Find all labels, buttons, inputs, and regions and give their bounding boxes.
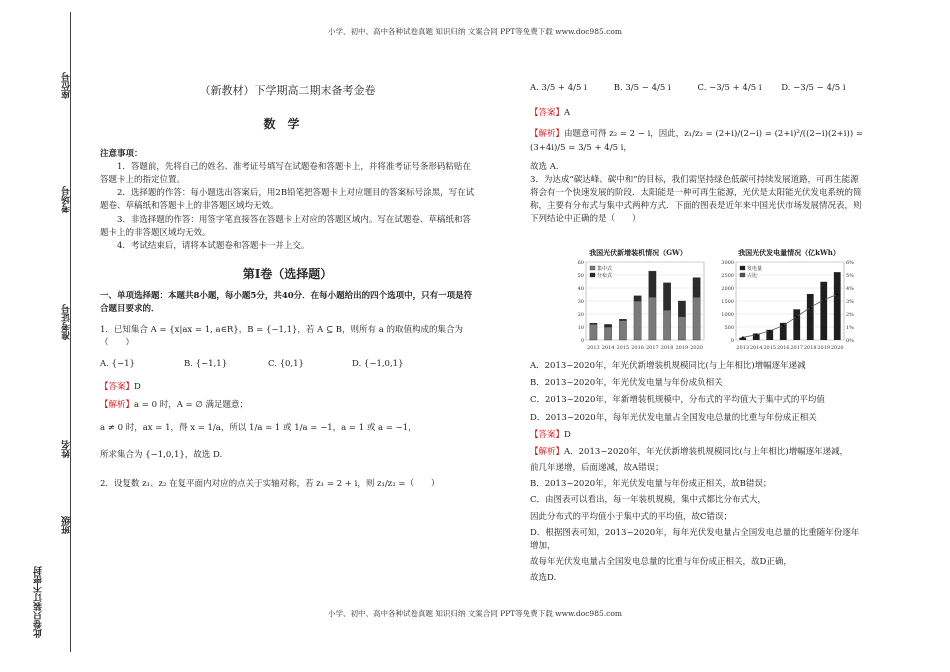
legend-swatch <box>590 266 595 270</box>
bar-集中式 <box>634 301 641 340</box>
bar-集中式 <box>663 310 670 340</box>
bar-发电量 <box>793 309 800 340</box>
note-1: 1．答题前，先将自己的姓名、准考证号填写在试题卷和答题卡上，并将准考证号条形码粘贴在答题卡上的指定位置。 <box>100 161 471 185</box>
point-占比 <box>742 336 744 338</box>
y-tick-label: 50 <box>577 273 584 279</box>
chart1-title: 我国光伏新增装机情况（GW） <box>589 248 687 257</box>
y2-tick-label: 4% <box>846 286 854 292</box>
bar-集中式 <box>649 297 656 340</box>
point-占比 <box>755 334 757 336</box>
question-2: 2．设复数 z₁、z₂ 在复平面内对应的点关于实轴对称，若 z₁ = 2 + i，则 z₁/z₂ =（ ） <box>100 479 440 490</box>
question-1-options <box>100 358 475 371</box>
chart2-svg <box>718 258 860 352</box>
y2-tick-label: 2% <box>846 312 854 318</box>
y-tick-label: 10 <box>577 325 584 331</box>
q1-explanation-2: a ≠ 0 时，ax = 1，得 x = 1/a，所以 1/a = 1 或 1/a = −1，a = 1 或 a = −1， <box>100 422 417 433</box>
y2-tick-label: 5% <box>846 273 854 279</box>
x-tick-label: 2017 <box>646 345 659 351</box>
q3-answer-tag: 【答案】 <box>530 429 565 440</box>
bar-分布式 <box>663 283 670 310</box>
bar-集中式 <box>590 324 597 340</box>
point-占比 <box>836 294 838 296</box>
q3-option-c: C．2013~2020年，年新增装机规模中，分布式的平均值大于集中式的平均值 <box>530 395 825 406</box>
x-tick-label: 2018 <box>660 345 674 351</box>
x-tick-label: 2016 <box>776 345 790 351</box>
y2-tick-label: 1% <box>846 325 854 331</box>
q3-option-d: D．2013~2020年，每年光伏发电量占全国发电总量的比重与年份成正相关 <box>530 412 817 423</box>
q1-option-b: B. {−1,1} <box>184 359 228 370</box>
q2-option-a: A. 3/5 + 4/5 i <box>530 83 587 93</box>
x-tick-label: 2019 <box>817 345 831 351</box>
y-tick-label: 1000 <box>721 312 734 318</box>
side-label-id: 准考证号 <box>62 304 72 340</box>
point-占比 <box>782 325 784 327</box>
y2-tick-label: 0% <box>846 338 854 344</box>
x-tick-label: 2014 <box>749 345 763 351</box>
x-tick-label: 2015 <box>616 345 630 351</box>
legend-label: 占比 <box>747 273 758 279</box>
bar-分布式 <box>678 301 685 317</box>
q3-answer: D <box>564 429 571 440</box>
q1-explanation-3: 所求集合为 {−1,0,1}，故选 D. <box>100 449 223 460</box>
bar-集中式 <box>693 297 700 340</box>
side-label-seat: 座位号 <box>62 72 72 99</box>
q1-answer: D <box>134 382 141 393</box>
y-tick-label: 3000 <box>721 260 734 266</box>
y-tick-label: 40 <box>577 286 584 292</box>
bar-分布式 <box>590 323 597 324</box>
q3-option-a: A．2013~2020年，年光伏新增装机规模同比(与上年相比)增幅逐年递减 <box>530 361 806 371</box>
q2-option-b: B. 3/5 − 4/5 i <box>613 83 671 93</box>
note-2: 2．选择题的作答：每小题选出答案后，用2B铅笔把答题卡上对应题目的答案标号涂黑，写在试题卷、草稿纸和答题卡上的非答题区域均无效。 <box>100 188 475 212</box>
side-label-room: 考场号 <box>62 186 72 213</box>
question-3: 3．为达成“碳达峰、碳中和”的目标，我们需坚持绿色低碳可持续发展道路，可再生能源将会有一个快速发展的阶段．太阳能是一种可再生能源，光伏是太阳能光伏发电系统的简称，主要有分布式与集中式两种方式．下面的图表是近年来中国光伏市场发展情况表，则下列结论中正确的是（ ） <box>530 174 862 225</box>
question-1: 1．已知集合 A = {x|ax = 1, a∈R}，B = {−1,1}，若 A ⊆ B，则所有 a 的取值构成的集合为（ ） <box>100 324 464 349</box>
q3-explanation-8: 故选D. <box>530 573 557 584</box>
chart1-svg <box>568 258 708 352</box>
y-tick-label: 2000 <box>721 286 734 292</box>
q3-explanation-2: 前几年递增，后面递减，故A错误； <box>530 463 664 474</box>
bar-分布式 <box>634 296 641 301</box>
side-label-class: 班级 <box>62 516 72 534</box>
note-3: 3．非选择题的作答：用签字笔直接答在答题卡上对应的答题区域内。写在试题卷、草稿纸和答题卡上的非答题区域均无效。 <box>100 214 471 238</box>
y-tick-label: 500 <box>724 325 734 331</box>
chart-new-install <box>568 248 708 353</box>
q1-option-a: A. {−1} <box>100 359 135 370</box>
q2-explanation-tag: 【解析】 <box>530 129 565 140</box>
exam-title: （新教材）下学期高二期末备考金卷 <box>199 84 376 97</box>
y-tick-label: 30 <box>577 299 584 305</box>
q2-answer-tag: 【答案】 <box>530 108 565 119</box>
y-tick-label: 0 <box>580 338 584 344</box>
x-tick-label: 2016 <box>631 345 644 351</box>
bar-发电量 <box>820 282 827 340</box>
y-tick-label: 20 <box>577 312 584 318</box>
q3-explanation-6: D．根据图表可知，2013~2020年，每年光伏发电量占全国发电总量的比重随年份逐年增加， <box>530 527 860 551</box>
x-tick-label: 2020 <box>690 345 703 351</box>
legend-swatch <box>740 266 745 270</box>
q1-option-d: D. {−1,0,1} <box>352 359 404 370</box>
x-tick-label: 2017 <box>790 345 804 351</box>
q3-explanation-7: 故每年光伏发电量占全国发电总量的比重与年份成正相关，故D正确， <box>530 557 792 568</box>
subject-title: 数学 <box>263 117 312 132</box>
legend-label: 分布式 <box>597 273 613 279</box>
y-tick-label: 60 <box>577 260 584 266</box>
side-label-binding: 此卷只装订不密封 <box>34 566 44 638</box>
x-tick-label: 2014 <box>601 345 615 351</box>
q3-explanation-tag: 【解析】 <box>530 446 565 457</box>
chart-generation <box>718 248 860 353</box>
page-header: 小学、初中、高中各种试卷真题 知识归纳 文案合同 PPT等免费下载 www.doc985.com <box>328 27 622 36</box>
side-label-name: 姓名 <box>62 440 72 458</box>
q2-end: 故选 A. <box>530 161 559 172</box>
bar-分布式 <box>619 319 626 320</box>
right-column <box>530 82 865 227</box>
bar-集中式 <box>619 321 626 341</box>
x-tick-label: 2015 <box>763 345 777 351</box>
y-tick-label: 1500 <box>721 299 734 305</box>
section-title: 第Ⅰ卷（选择题） <box>242 267 333 282</box>
bar-发电量 <box>834 272 841 340</box>
page-footer: 小学、初中、高中各种试卷真题 知识归纳 文案合同 PPT等免费下载 www.doc985.com <box>328 609 622 618</box>
q2-explanation: 由题意可得 z₂ = 2 − i，因此，z₁/z₂ = (2+i)/(2−i) = (2+i)²/((2−i)(2+i)) = (3+4i)/5 = 3/5 + 4/5 i， <box>530 129 863 153</box>
q3-explanation-3: B．2013~2020年，年光伏发电量与年份成正相关，故B错误； <box>530 479 772 490</box>
point-占比 <box>796 316 798 318</box>
right-column-lower <box>530 360 865 585</box>
legend-label: 集中式 <box>597 266 613 272</box>
q2-option-c: C. −3/5 + 4/5 i <box>697 83 762 93</box>
x-tick-label: 2013 <box>736 345 750 351</box>
q2-option-d: D. −3/5 − 4/5 i <box>781 83 846 93</box>
q3-explanation-4: C．由图表可以看出，每一年装机规模，集中式都比分布式大， <box>530 495 767 506</box>
bar-分布式 <box>649 271 656 297</box>
bar-集中式 <box>604 327 611 340</box>
bar-发电量 <box>807 294 814 340</box>
left-column <box>100 82 475 491</box>
point-占比 <box>809 307 811 309</box>
legend-label: 发电量 <box>747 266 763 272</box>
q1-explanation-1: a = 0 时，A = ∅ 满足题意； <box>134 399 248 410</box>
q3-explanation-1: A．2013~2020年，年光伏新增装机规模同比(与上年相比)增幅逐年递减， <box>564 446 849 457</box>
x-tick-label: 2018 <box>803 345 817 351</box>
q1-explanation-tag: 【解析】 <box>100 399 135 410</box>
bar-分布式 <box>693 278 700 298</box>
y-tick-label: 2500 <box>721 273 734 279</box>
y2-tick-label: 3% <box>846 299 854 305</box>
q1-option-c: C. {0,1} <box>268 359 304 370</box>
x-tick-label: 2019 <box>675 345 689 351</box>
notes-heading: 注意事项： <box>100 148 143 159</box>
note-4: 4．考试结束后，请将本试题卷和答题卡一并上交。 <box>117 240 310 251</box>
chart2-title: 我国光伏发电量情况（亿kWh） <box>738 248 840 257</box>
bar-分布式 <box>604 324 611 327</box>
x-tick-label: 2020 <box>830 345 844 351</box>
question-2-options <box>530 82 865 95</box>
y2-tick-label: 6% <box>846 260 854 266</box>
legend-swatch <box>740 273 745 277</box>
point-占比 <box>769 330 771 332</box>
point-占比 <box>823 299 825 301</box>
bar-集中式 <box>678 317 685 340</box>
q3-explanation-5: 因此分布式的平均值小于集中式的平均值，故C错误； <box>530 511 733 522</box>
q2-answer: A <box>564 108 571 119</box>
y-tick-label: 0 <box>730 338 734 344</box>
legend-swatch <box>590 273 595 277</box>
q1-answer-tag: 【答案】 <box>100 382 135 393</box>
x-tick-label: 2013 <box>587 345 600 351</box>
part1-instructions: 一、单项选择题：本题共8小题，每小题5分，共40分．在每小题给出的四个选项中，只有一项是符合题目要求的． <box>100 290 473 314</box>
q3-option-b: B．2013~2020年，年光伏发电量与年份成负相关 <box>530 378 723 389</box>
